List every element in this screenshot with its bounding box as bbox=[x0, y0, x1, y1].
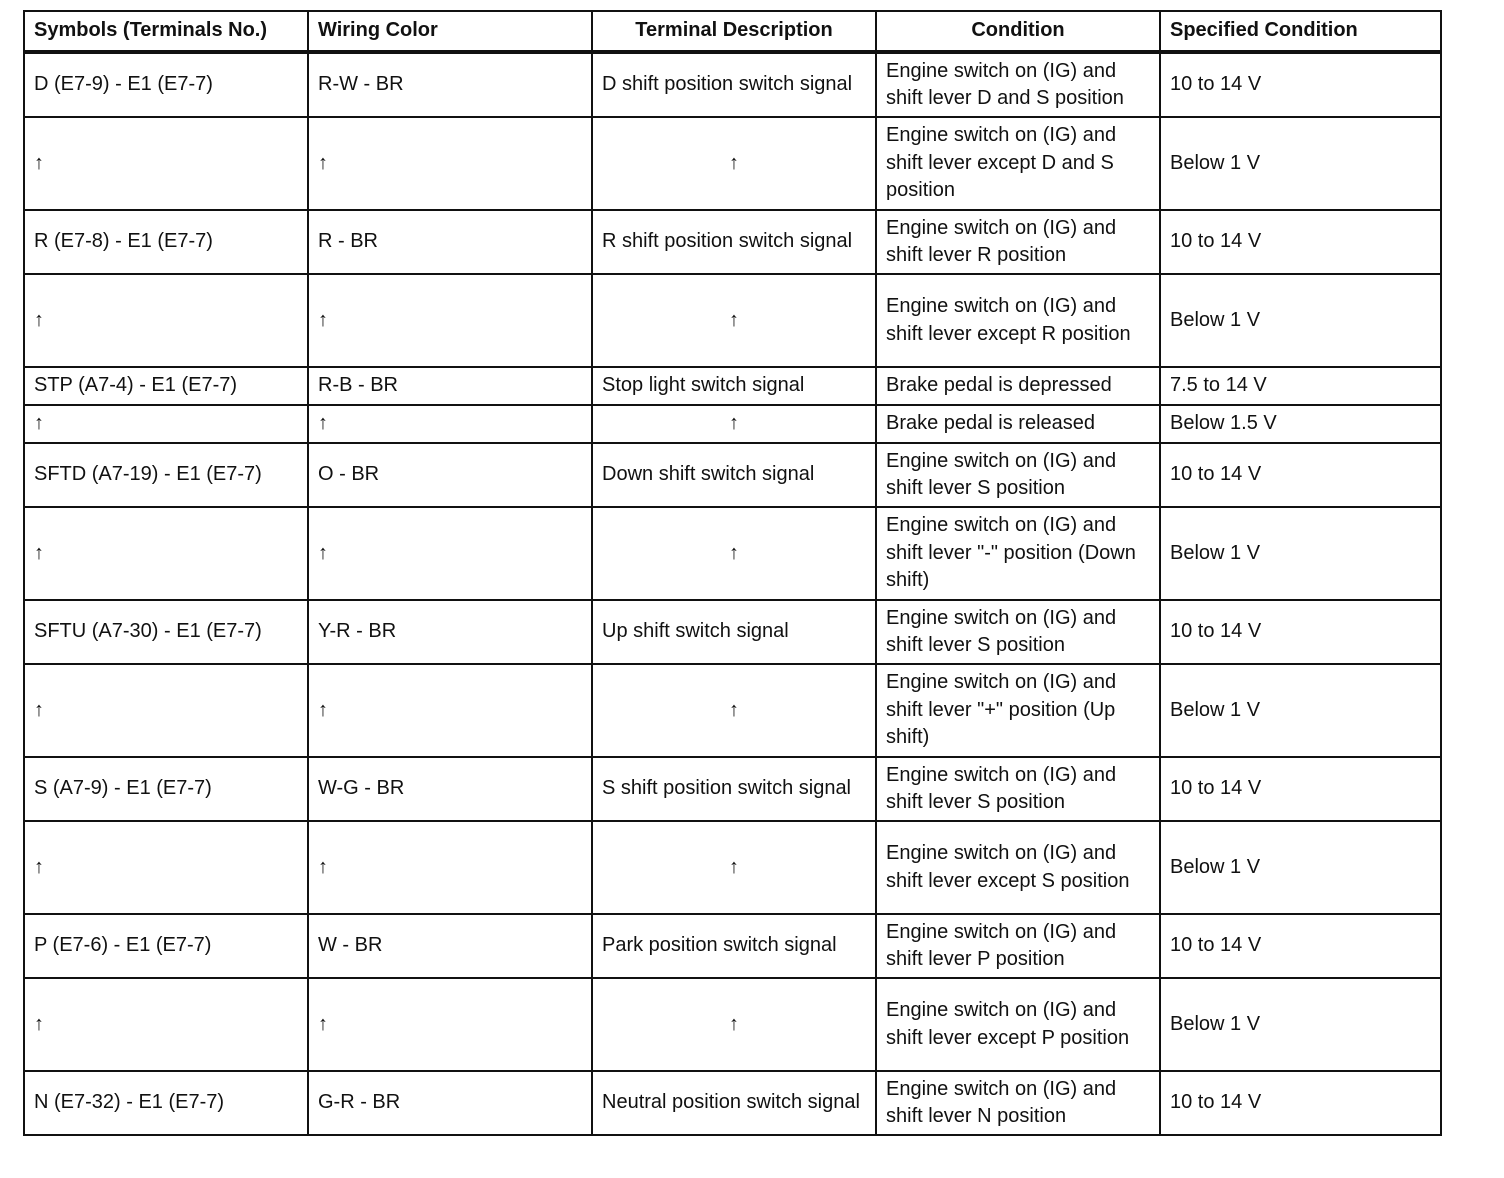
cell-symbol: N (E7-32) - E1 (E7-7) bbox=[24, 1071, 308, 1135]
cell-description: ↑ bbox=[592, 978, 876, 1071]
cell-symbol: ↑ bbox=[24, 507, 308, 600]
cell-wiring-color: ↑ bbox=[308, 978, 592, 1071]
cell-symbol: ↑ bbox=[24, 978, 308, 1071]
cell-wiring-color: R-B - BR bbox=[308, 367, 592, 405]
header-row bbox=[24, 11, 1441, 52]
header-symbols: Symbols (Terminals No.) bbox=[24, 11, 308, 52]
cell-wiring-color: ↑ bbox=[308, 117, 592, 210]
cell-specified: Below 1.5 V bbox=[1160, 405, 1441, 443]
cell-specified: 10 to 14 V bbox=[1160, 757, 1441, 821]
cell-specified: 10 to 14 V bbox=[1160, 52, 1441, 117]
cell-wiring-color: ↑ bbox=[308, 664, 592, 757]
table-row bbox=[24, 210, 1441, 274]
cell-symbol: ↑ bbox=[24, 664, 308, 757]
cell-specified: 10 to 14 V bbox=[1160, 1071, 1441, 1135]
cell-specified: 10 to 14 V bbox=[1160, 600, 1441, 664]
cell-symbol: D (E7-9) - E1 (E7-7) bbox=[24, 52, 308, 117]
cell-symbol: R (E7-8) - E1 (E7-7) bbox=[24, 210, 308, 274]
cell-wiring-color: Y-R - BR bbox=[308, 600, 592, 664]
table-row bbox=[24, 1071, 1441, 1135]
cell-description: ↑ bbox=[592, 664, 876, 757]
cell-wiring-color: R-W - BR bbox=[308, 52, 592, 117]
table-row bbox=[24, 117, 1441, 210]
table-row bbox=[24, 600, 1441, 664]
cell-description: Up shift switch signal bbox=[592, 600, 876, 664]
cell-description: ↑ bbox=[592, 821, 876, 914]
cell-description: ↑ bbox=[592, 507, 876, 600]
cell-specified: 7.5 to 14 V bbox=[1160, 367, 1441, 405]
cell-condition: Engine switch on (IG) and shift lever D and S position bbox=[876, 52, 1160, 117]
cell-description: ↑ bbox=[592, 405, 876, 443]
cell-symbol: P (E7-6) - E1 (E7-7) bbox=[24, 914, 308, 978]
terminal-spec-table bbox=[23, 10, 1442, 1136]
cell-specified: Below 1 V bbox=[1160, 978, 1441, 1071]
table-body bbox=[24, 52, 1441, 1135]
cell-description: Neutral position switch signal bbox=[592, 1071, 876, 1135]
cell-symbol: ↑ bbox=[24, 274, 308, 367]
cell-symbol: ↑ bbox=[24, 821, 308, 914]
header-specified-condition: Specified Condition bbox=[1160, 11, 1441, 52]
cell-description: Park position switch signal bbox=[592, 914, 876, 978]
cell-wiring-color: ↑ bbox=[308, 507, 592, 600]
table-row bbox=[24, 757, 1441, 821]
header-wiring-color: Wiring Color bbox=[308, 11, 592, 52]
table-row bbox=[24, 367, 1441, 405]
cell-condition: Engine switch on (IG) and shift lever S position bbox=[876, 443, 1160, 507]
cell-specified: Below 1 V bbox=[1160, 274, 1441, 367]
cell-specified: Below 1 V bbox=[1160, 821, 1441, 914]
cell-condition: Brake pedal is released bbox=[876, 405, 1160, 443]
cell-condition: Engine switch on (IG) and shift lever "+" position (Up shift) bbox=[876, 664, 1160, 757]
cell-condition: Engine switch on (IG) and shift lever S position bbox=[876, 757, 1160, 821]
cell-specified: Below 1 V bbox=[1160, 664, 1441, 757]
cell-condition: Engine switch on (IG) and shift lever R position bbox=[876, 210, 1160, 274]
table-header bbox=[24, 11, 1441, 52]
table-row bbox=[24, 443, 1441, 507]
cell-condition: Engine switch on (IG) and shift lever except R position bbox=[876, 274, 1160, 367]
cell-symbol: STP (A7-4) - E1 (E7-7) bbox=[24, 367, 308, 405]
cell-condition: Engine switch on (IG) and shift lever except P position bbox=[876, 978, 1160, 1071]
cell-symbol: SFTU (A7-30) - E1 (E7-7) bbox=[24, 600, 308, 664]
cell-wiring-color: ↑ bbox=[308, 274, 592, 367]
table-row bbox=[24, 914, 1441, 978]
cell-condition: Engine switch on (IG) and shift lever N position bbox=[876, 1071, 1160, 1135]
cell-specified: 10 to 14 V bbox=[1160, 210, 1441, 274]
cell-symbol: ↑ bbox=[24, 405, 308, 443]
cell-wiring-color: ↑ bbox=[308, 405, 592, 443]
cell-description: ↑ bbox=[592, 117, 876, 210]
cell-description: R shift position switch signal bbox=[592, 210, 876, 274]
table-row bbox=[24, 664, 1441, 757]
cell-condition: Engine switch on (IG) and shift lever P position bbox=[876, 914, 1160, 978]
table-row bbox=[24, 978, 1441, 1071]
cell-specified: 10 to 14 V bbox=[1160, 914, 1441, 978]
cell-wiring-color: ↑ bbox=[308, 821, 592, 914]
cell-symbol: ↑ bbox=[24, 117, 308, 210]
cell-description: D shift position switch signal bbox=[592, 52, 876, 117]
cell-description: Down shift switch signal bbox=[592, 443, 876, 507]
cell-specified: 10 to 14 V bbox=[1160, 443, 1441, 507]
cell-condition: Engine switch on (IG) and shift lever except S position bbox=[876, 821, 1160, 914]
cell-condition: Engine switch on (IG) and shift lever S position bbox=[876, 600, 1160, 664]
cell-description: Stop light switch signal bbox=[592, 367, 876, 405]
cell-condition: Brake pedal is depressed bbox=[876, 367, 1160, 405]
table-row bbox=[24, 274, 1441, 367]
cell-condition: Engine switch on (IG) and shift lever except D and S position bbox=[876, 117, 1160, 210]
cell-condition: Engine switch on (IG) and shift lever "-" position (Down shift) bbox=[876, 507, 1160, 600]
table-row bbox=[24, 821, 1441, 914]
cell-symbol: S (A7-9) - E1 (E7-7) bbox=[24, 757, 308, 821]
table-row bbox=[24, 507, 1441, 600]
cell-wiring-color: O - BR bbox=[308, 443, 592, 507]
cell-description: S shift position switch signal bbox=[592, 757, 876, 821]
header-terminal-description: Terminal Description bbox=[592, 11, 876, 52]
header-condition: Condition bbox=[876, 11, 1160, 52]
cell-specified: Below 1 V bbox=[1160, 507, 1441, 600]
cell-symbol: SFTD (A7-19) - E1 (E7-7) bbox=[24, 443, 308, 507]
table-row bbox=[24, 52, 1441, 117]
cell-description: ↑ bbox=[592, 274, 876, 367]
table-row bbox=[24, 405, 1441, 443]
cell-wiring-color: G-R - BR bbox=[308, 1071, 592, 1135]
cell-wiring-color: W - BR bbox=[308, 914, 592, 978]
cell-specified: Below 1 V bbox=[1160, 117, 1441, 210]
cell-wiring-color: W-G - BR bbox=[308, 757, 592, 821]
cell-wiring-color: R - BR bbox=[308, 210, 592, 274]
